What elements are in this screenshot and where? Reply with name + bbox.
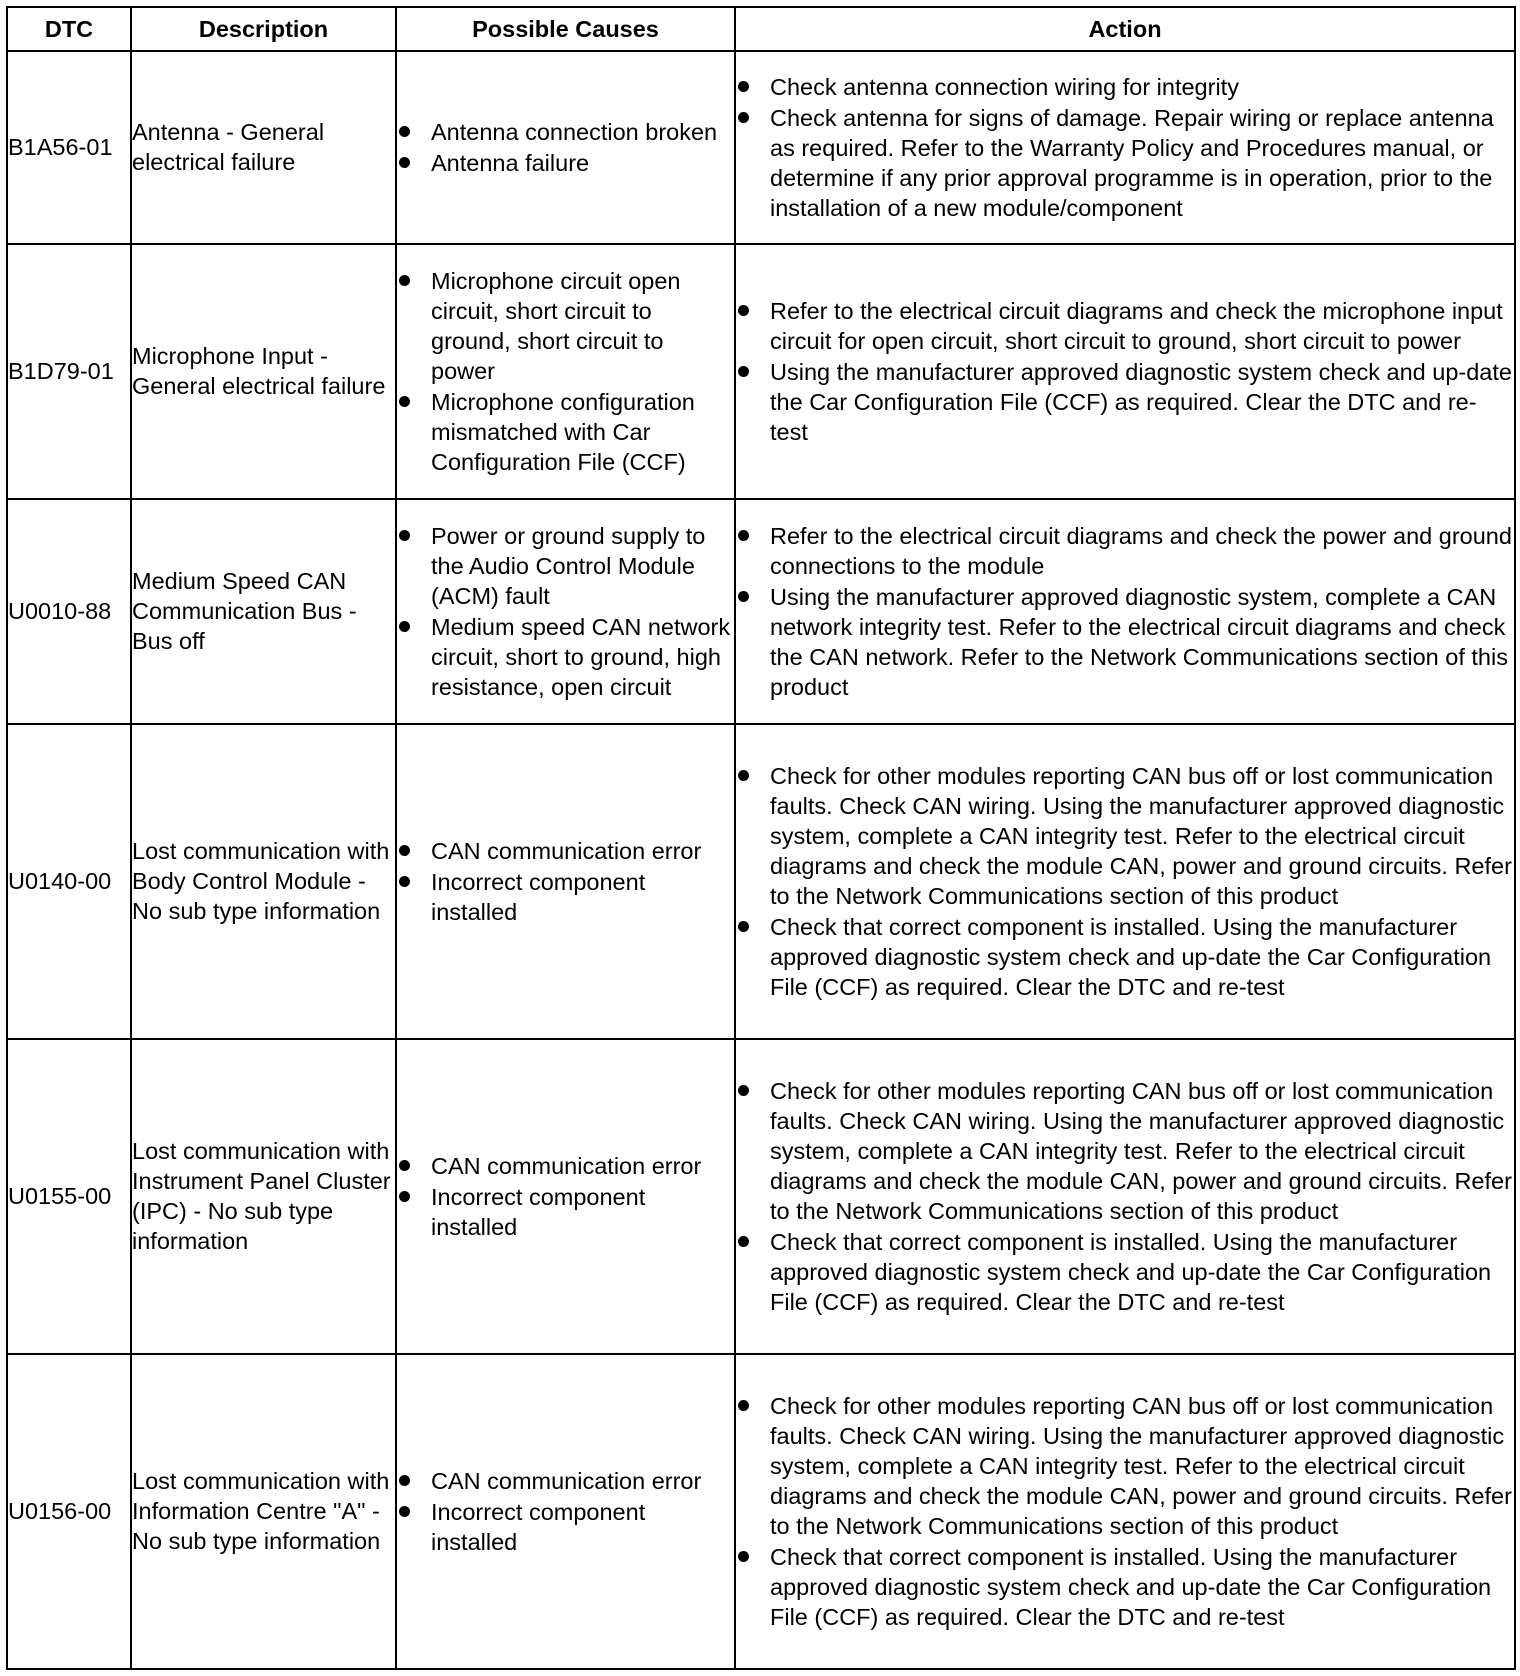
dtc-description: Lost communication with Information Centre "A" - No sub type information	[131, 1354, 396, 1669]
action-item: Check for other modules reporting CAN bus off or lost communication faults. Check CAN wiring. Using the manufacturer approved diagnostic system, complete a CAN integrity test. Refer to the electrical circuit diagrams and check the module CAN, power and ground circuits. Refer to the Network Communications section of this product	[736, 1076, 1514, 1226]
actions	[735, 244, 1515, 499]
actions	[735, 724, 1515, 1039]
possible-causes	[396, 499, 735, 724]
possible-causes	[396, 724, 735, 1039]
dtc-description: Microphone Input - General electrical failure	[131, 244, 396, 499]
header-row	[7, 7, 1515, 51]
possible-causes	[396, 51, 735, 244]
action-item: Check antenna for signs of damage. Repair wiring or replace antenna as required. Refer to the Warranty Policy and Procedures manual, or determine if any prior approval programme is in operation, prior to the installation of a new module/component	[736, 103, 1514, 223]
possible-causes	[396, 244, 735, 499]
actions	[735, 499, 1515, 724]
cause-item: Microphone circuit open circuit, short circuit to ground, short circuit to power	[397, 266, 734, 386]
cause-item: Antenna connection broken	[397, 117, 734, 147]
possible-causes	[396, 1039, 735, 1354]
actions	[735, 1354, 1515, 1669]
header-possible-causes: Possible Causes	[396, 7, 735, 51]
table-row	[7, 499, 1515, 724]
cause-item: CAN communication error	[397, 836, 734, 866]
cause-item: Antenna failure	[397, 148, 734, 178]
action-item: Check that correct component is installed. Using the manufacturer approved diagnostic system check and up-date the Car Configuration File (CCF) as required. Clear the DTC and re-test	[736, 1227, 1514, 1317]
dtc-description: Antenna - General electrical failure	[131, 51, 396, 244]
cause-item: Medium speed CAN network circuit, short to ground, high resistance, open circuit	[397, 612, 734, 702]
cause-item: Microphone configuration mismatched with Car Configuration File (CCF)	[397, 387, 734, 477]
dtc-code: B1A56-01	[7, 51, 131, 244]
actions	[735, 1039, 1515, 1354]
cause-item: Power or ground supply to the Audio Control Module (ACM) fault	[397, 521, 734, 611]
dtc-code: B1D79-01	[7, 244, 131, 499]
dtc-code: U0155-00	[7, 1039, 131, 1354]
table-row	[7, 51, 1515, 244]
cause-item: CAN communication error	[397, 1466, 734, 1496]
action-item: Check that correct component is installed. Using the manufacturer approved diagnostic system check and up-date the Car Configuration File (CCF) as required. Clear the DTC and re-test	[736, 1542, 1514, 1632]
dtc-code: U0140-00	[7, 724, 131, 1039]
action-item: Check for other modules reporting CAN bus off or lost communication faults. Check CAN wiring. Using the manufacturer approved diagnostic system, complete a CAN integrity test. Refer to the electrical circuit diagrams and check the module CAN, power and ground circuits. Refer to the Network Communications section of this product	[736, 1391, 1514, 1541]
action-item: Check for other modules reporting CAN bus off or lost communication faults. Check CAN wiring. Using the manufacturer approved diagnostic system, complete a CAN integrity test. Refer to the electrical circuit diagrams and check the module CAN, power and ground circuits. Refer to the Network Communications section of this product	[736, 761, 1514, 911]
table-row	[7, 1039, 1515, 1354]
dtc-code: U0156-00	[7, 1354, 131, 1669]
cause-item: Incorrect component installed	[397, 1182, 734, 1242]
dtc-description: Lost communication with Body Control Module - No sub type information	[131, 724, 396, 1039]
cause-item: CAN communication error	[397, 1151, 734, 1181]
header-description: Description	[131, 7, 396, 51]
dtc-code: U0010-88	[7, 499, 131, 724]
cause-item: Incorrect component installed	[397, 1497, 734, 1557]
table-row	[7, 1354, 1515, 1669]
actions	[735, 51, 1515, 244]
dtc-description: Lost communication with Instrument Panel Cluster (IPC) - No sub type information	[131, 1039, 396, 1354]
action-item: Check antenna connection wiring for integrity	[736, 72, 1514, 102]
action-item: Using the manufacturer approved diagnostic system, complete a CAN network integrity test. Refer to the electrical circuit diagrams and check the CAN network. Refer to the Network Communications section of this product	[736, 582, 1514, 702]
action-item: Refer to the electrical circuit diagrams and check the power and ground connections to the module	[736, 521, 1514, 581]
header-dtc: DTC	[7, 7, 131, 51]
dtc-description: Medium Speed CAN Communication Bus - Bus off	[131, 499, 396, 724]
action-item: Refer to the electrical circuit diagrams and check the microphone input circuit for open circuit, short circuit to ground, short circuit to power	[736, 296, 1514, 356]
action-item: Check that correct component is installed. Using the manufacturer approved diagnostic system check and up-date the Car Configuration File (CCF) as required. Clear the DTC and re-test	[736, 912, 1514, 1002]
dtc-table	[6, 6, 1516, 1670]
possible-causes	[396, 1354, 735, 1669]
cause-item: Incorrect component installed	[397, 867, 734, 927]
table-row	[7, 724, 1515, 1039]
action-item: Using the manufacturer approved diagnostic system check and up-date the Car Configuration File (CCF) as required. Clear the DTC and re-test	[736, 357, 1514, 447]
table-row	[7, 244, 1515, 499]
header-action: Action	[735, 7, 1515, 51]
